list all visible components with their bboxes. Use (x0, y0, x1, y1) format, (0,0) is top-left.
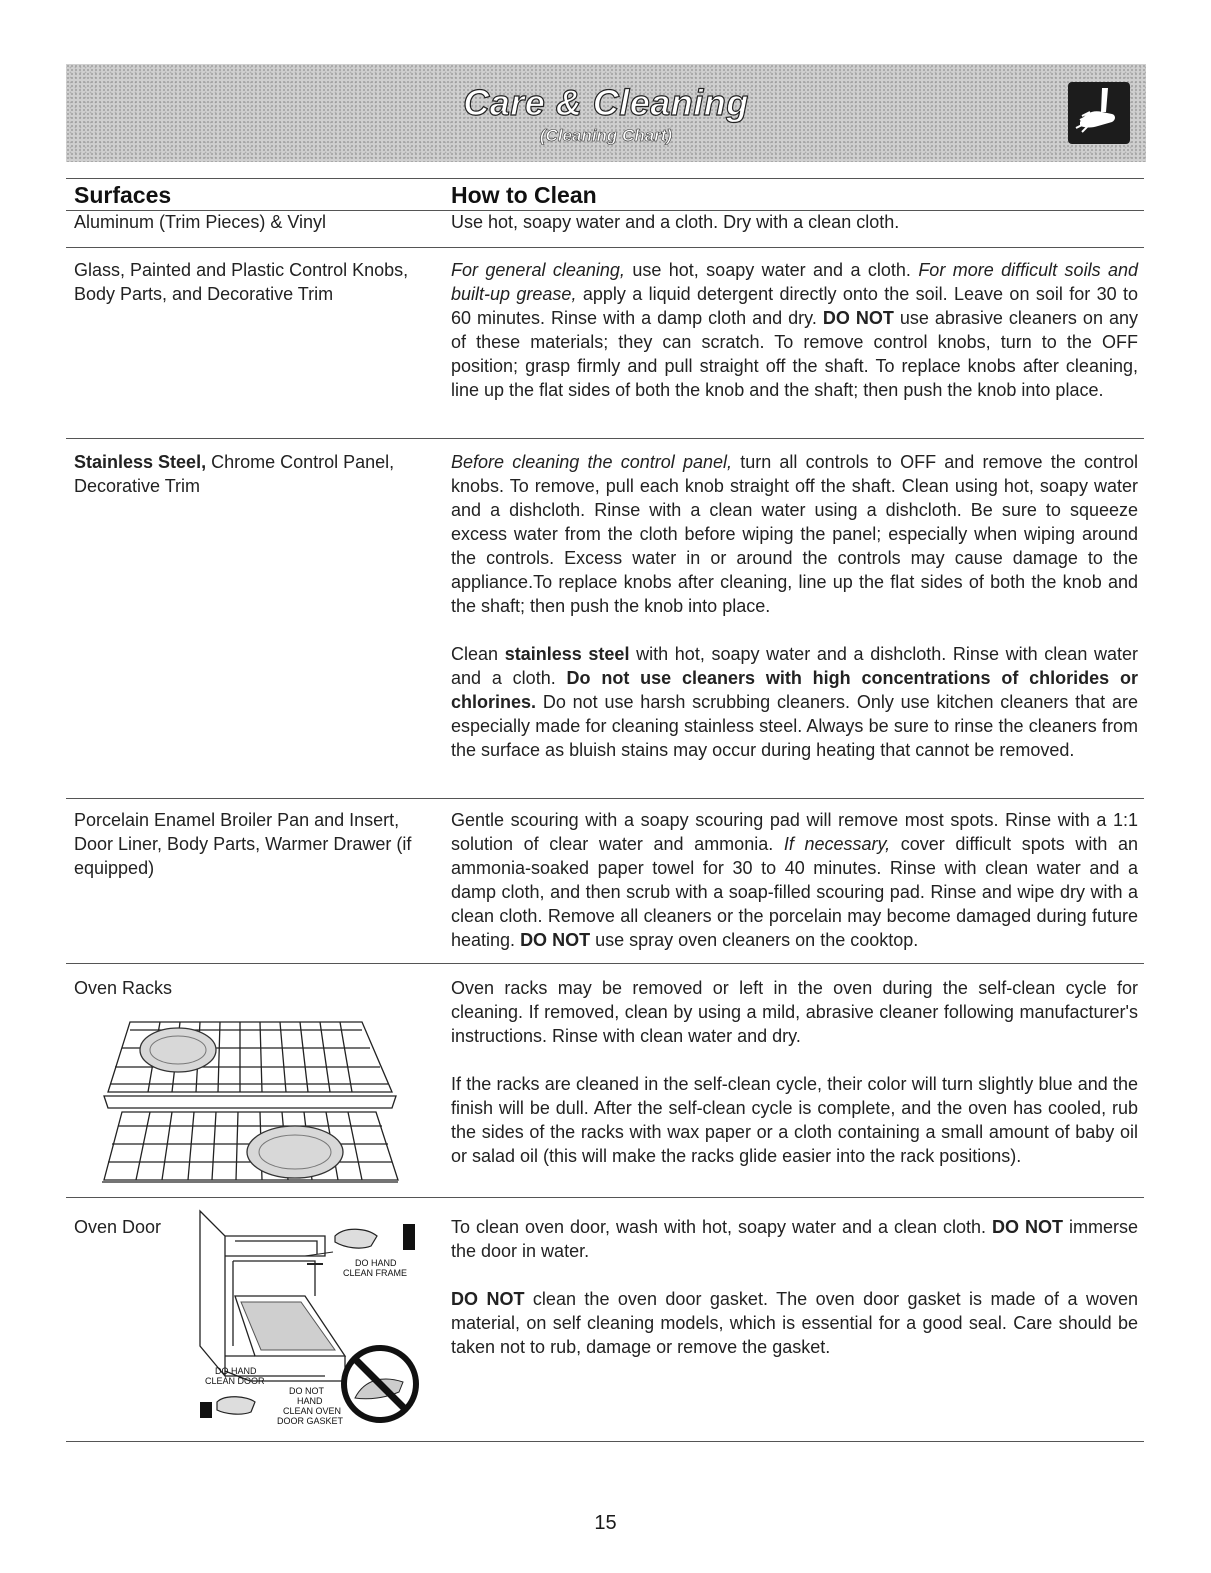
divider (66, 1441, 1144, 1442)
label-do-hand-frame: DO HAND (355, 1258, 397, 1268)
howto-aluminum: Use hot, soapy water and a cloth. Dry with a clean cloth. (451, 212, 900, 232)
surface-porcelain-enamel: Porcelain Enamel Broiler Pan and Insert, Door Liner, Body Parts, Warmer Drawer (if equipped) (74, 810, 412, 878)
label-clean-door: CLEAN DOOR (205, 1376, 265, 1386)
howto-oven-door: To clean oven door, wash with hot, soapy water and a clean cloth. DO NOT immerse the door in water. DO NOT clean the oven door gasket. The oven door gasket is made of a woven material, on self cleaning models, which is essential for a good seal. Care should be taken not to rub, damage or remove the gasket. (451, 1217, 1138, 1357)
divider (66, 963, 1144, 964)
label-hand: HAND (297, 1396, 323, 1406)
divider (66, 1197, 1144, 1198)
divider (66, 438, 1144, 439)
howto-glass-knobs: For general cleaning, use hot, soapy water and a cloth. For more difficult soils and built-up grease, apply a liquid detergent directly onto the soil. Leave on soil for 30 to 60 minutes. Rinse with a damp cloth and dry. DO NOT use abrasive cleaners on any of these materials; they can scratch. To remove control knobs, turn to the OFF position; grasp firmly and pull straight off the shaft. To replace knobs after cleaning, line up the flat sides of both the knob and the shaft; then push the knob into place. (451, 260, 1139, 400)
surface-oven-door: Oven Door (74, 1217, 162, 1237)
howto-oven-racks: Oven racks may be removed or left in the oven during the self-clean cycle for cleaning. If removed, clean by using a mild, abrasive cleaner following manufacturer's instructions. Rinse with clean water and dry. If the racks are cleaned in the self-clean cycle, their color will turn slightly blue and the finish will be dull. After the self-clean cycle is complete, and the oven has cooled, rub the sides of the racks with wax paper or a cloth containing a small amount of baby oil or salad oil (this will make the racks glide easier into the rack positions). (451, 978, 1138, 1166)
hand-door-icon (200, 1397, 255, 1418)
label-do-not: DO NOT (289, 1386, 324, 1396)
howto-stainless-steel: Before cleaning the control panel, turn all controls to OFF and remove the control knobs. To remove, pull each knob straight off the shaft. Clean using hot, soapy water and a dishcloth. Rinse with a clean water using a dishcloth. Be sure to squeeze excess water from the cloth before wiping the panel; especially when wiping around the controls. Excess water in or around the controls may cause damage to the appliance.To replace knobs after cleaning, line up the flat sides of both the knob and the shaft; then push the knob into place. Clean stainless steel with hot, soapy water and a dishcloth. Rinse with clean water and a cloth. Do not use cleaners with high concentrations of chlorides or chlorines. Do not use harsh scrubbing cleaners. Only use kitchen cleaners that are especially made for cleaning stainless steel. Always be sure to rinse the cleaners from the surface as bluish stains may occur during heating that cannot be removed. (451, 452, 1139, 760)
label-door-gasket: DOOR GASKET (277, 1416, 344, 1426)
surface-stainless-steel: Stainless Steel, Chrome Control Panel, Decorative Trim (74, 452, 395, 496)
header-banner (66, 64, 1146, 162)
surface-aluminum: Aluminum (Trim Pieces) & Vinyl (74, 212, 327, 232)
page-subtitle: (Cleaning Chart) (539, 126, 673, 145)
cleaning-hand-icon (1068, 82, 1130, 144)
howto-porcelain-enamel: Gentle scouring with a soapy scouring pad will remove most spots. Rinse with a 1:1 solution of clear water and ammonia. If necessary, cover difficult spots with an ammonia-soaked paper towel for 30 to 40 minutes. Rinse with clean water and a damp cloth, and then scrub with a soap-filled scouring pad. Rinse and wipe dry with a clean cloth. Remove all cleaners or the porcelain may become damaged during future heating. DO NOT use spray oven cleaners on the cooktop. (451, 810, 1138, 950)
column-header-surfaces: Surfaces (74, 182, 172, 208)
divider (66, 178, 1144, 179)
column-header-how-to-clean: How to Clean (451, 182, 597, 208)
divider (66, 247, 1144, 248)
page-title: Care & Cleaning (463, 82, 749, 123)
divider (66, 798, 1144, 799)
page-number: 15 (594, 1512, 617, 1534)
label-clean-oven: CLEAN OVEN (283, 1406, 342, 1416)
oven-racks-illustration (100, 1012, 400, 1187)
prohibited-icon (344, 1348, 416, 1420)
oven-door-illustration (195, 1206, 435, 1436)
surface-glass-knobs: Glass, Painted and Plastic Control Knobs, Body Parts, and Decorative Trim (74, 260, 409, 304)
label-clean-frame: CLEAN FRAME (343, 1268, 408, 1278)
hand-frame-icon (335, 1224, 415, 1250)
label-do-hand-door: DO HAND (215, 1366, 257, 1376)
surface-oven-racks: Oven Racks (74, 978, 173, 998)
